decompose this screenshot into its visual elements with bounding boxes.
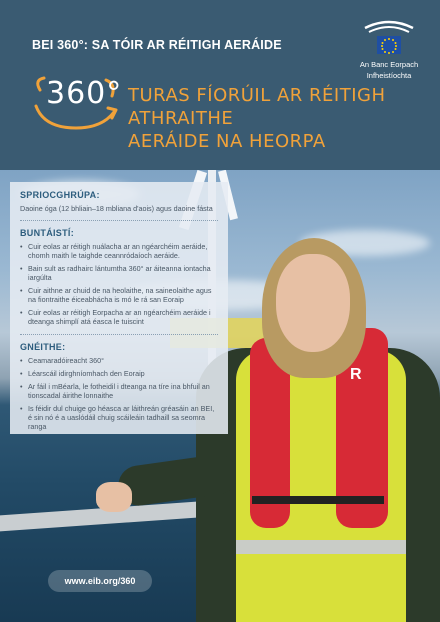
list-item: • Léarscáil idirghníomhach den Eoraip	[20, 369, 220, 378]
header-band	[0, 0, 440, 170]
badge-number: 360°	[46, 76, 123, 111]
vest-reflective-strip	[236, 540, 406, 554]
target-heading: SPRIOCGHRÚPA:	[20, 190, 100, 200]
list-item: • Bain sult as radhairc lántumtha 360° ar áiteanna iontacha iargúlta	[20, 264, 220, 282]
features-heading: GNÉITHE:	[20, 342, 66, 352]
website-link[interactable]: www.eib.org/360	[48, 570, 152, 592]
badge-360	[30, 72, 122, 134]
features-section	[20, 342, 220, 435]
target-section	[20, 190, 220, 213]
list-item: • Cuir eolas ar réitigh nuálacha ar an ngéarchéim aeráide, chomh maith le taighde ceannródaíoch aeráide.	[20, 242, 220, 260]
page-title	[128, 84, 428, 153]
eib-logo[interactable]	[356, 18, 422, 80]
title-line1: TURAS FÍORÚIL AR RÉITIGH ATHRAITHE	[128, 85, 386, 129]
benefits-section	[20, 228, 220, 330]
lifejacket-strap	[252, 496, 384, 504]
info-panel	[10, 182, 228, 434]
title-line2: AERÁIDE NA HEORPA	[128, 131, 326, 152]
benefits-heading: BUNTÁISTÍ:	[20, 228, 74, 238]
list-item: • Is féidir dul chuige go héasca ar láithreán gréasáin an BEI, é sin nó é a uaslódáil chuig scáileáin tadhaill sa seomra ranga	[20, 404, 220, 431]
eib-emblem-icon	[361, 18, 417, 58]
woman-hand	[96, 482, 132, 512]
list-item: • Ar fáil i mBéarla, le fotheidil i dteanga na tíre ina bhfuil an tionscadal áirithe lonnaithe	[20, 382, 220, 400]
divider	[20, 334, 218, 335]
lifejacket-logo-icon: R	[350, 366, 362, 383]
logo-line1: An Banc Eorpach	[359, 60, 419, 69]
list-item: • Cuir eolas ar réitigh Eorpacha ar an ngéarchéim aeráide i dteanga shimplí atá éasca le tuiscint	[20, 308, 220, 326]
target-text: Daoine óga (12 bhliain–18 mbliana d'aois) agus daoine fásta	[20, 204, 213, 213]
woman-face	[276, 254, 350, 352]
logo-line2: Infheistíochta	[366, 71, 412, 80]
list-item: • Cuir aithne ar chuid de na heolaithe, na saineolaithe agus na fiontraithe éiceabhácha is mó le rá san Eoraip	[20, 286, 220, 304]
list-item: • Ceamaradóireacht 360°	[20, 356, 220, 365]
divider	[20, 220, 218, 221]
subtitle: BEI 360°: SA TÓIR AR RÉITIGH AERÁIDE	[32, 38, 282, 52]
